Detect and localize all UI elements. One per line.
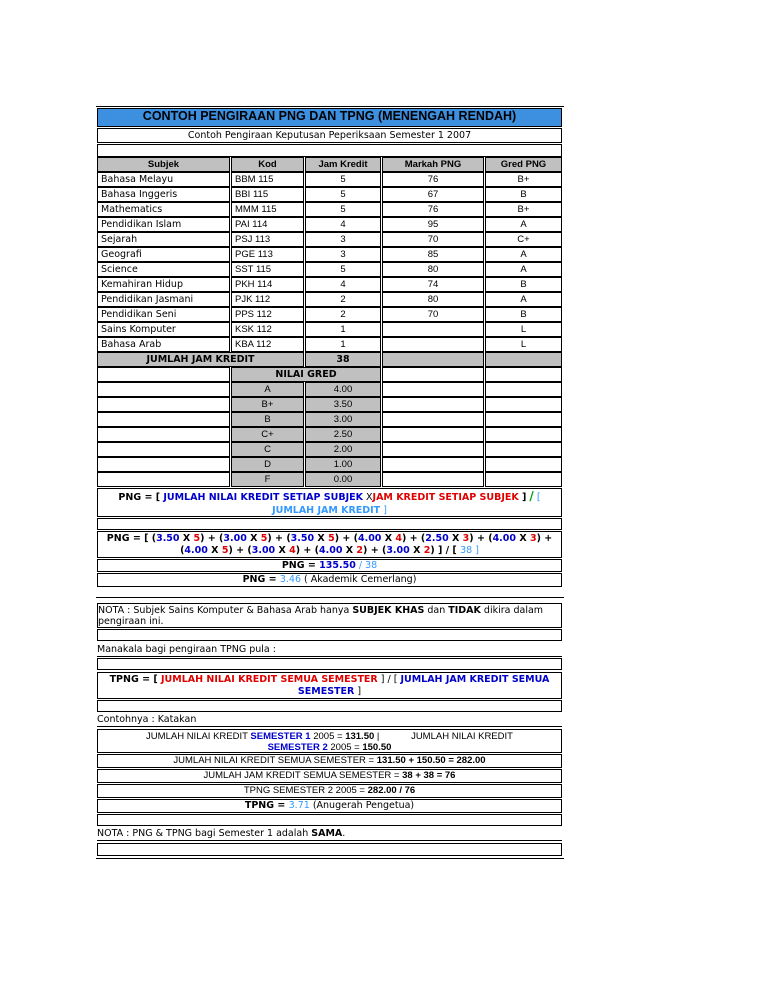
- table-cell-kod: PJK 112: [231, 292, 304, 307]
- table-cell-subjek: Mathematics: [97, 202, 230, 217]
- nilai-gred-value: 2.50: [305, 427, 381, 442]
- page-title: CONTOH PENGIRAAN PNG DAN TPNG (MENENGAH RENDAH): [97, 108, 562, 127]
- table-cell-markah: 70: [382, 307, 484, 322]
- png-calc-n: 5: [260, 533, 268, 544]
- png-calc-value: 4.00: [357, 533, 382, 544]
- nota2-prefix: NOTA : PNG & TPNG bagi Semester 1 adalah: [97, 828, 312, 839]
- png-calc-prefix: PNG = [ (: [106, 533, 157, 544]
- table-cell-markah: 80: [382, 262, 484, 277]
- nilai-empty: [485, 382, 562, 397]
- contoh-l4-b: 38 + 38 = 76: [402, 770, 456, 781]
- nilai-empty: [382, 367, 484, 382]
- png-calc-n: 5: [328, 533, 335, 544]
- table-cell-subjek: Science: [97, 262, 230, 277]
- nilai-empty: [382, 442, 484, 457]
- table-cell-gred: L: [485, 322, 562, 337]
- contoh-l2-v: 150.50: [362, 742, 392, 753]
- contoh-l4-a: JUMLAH JAM KREDIT SEMUA SEMESTER =: [203, 770, 403, 781]
- table-cell-subjek: Sains Komputer: [97, 322, 230, 337]
- table-cell-jam: 1: [305, 322, 381, 337]
- png-calc-op: ) + (: [267, 533, 291, 544]
- table-cell-markah: 85: [382, 247, 484, 262]
- table-cell-jam: 5: [305, 187, 381, 202]
- empty-row: [97, 700, 562, 712]
- png-calc-x: X: [275, 545, 290, 556]
- nilai-empty: [97, 472, 230, 487]
- nota1-mid: dan: [424, 605, 449, 616]
- nilai-empty: [485, 472, 562, 487]
- nilai-gred-value: 3.50: [305, 397, 381, 412]
- table-cell-kod: KSK 112: [231, 322, 304, 337]
- table-cell-gred: A: [485, 262, 562, 277]
- contoh-l3-b: 131.50 + 150.50 = 282.00: [376, 755, 486, 766]
- png-calc-op: ) + (: [402, 533, 426, 544]
- tpng-intro: Manakala bagi pengiraan TPNG pula :: [97, 644, 562, 657]
- rule: [96, 597, 564, 598]
- png-calc-value: 2.50: [425, 533, 449, 544]
- png-calc-x: X: [314, 533, 329, 544]
- empty-row: [97, 814, 562, 826]
- table-cell-markah: 67: [382, 187, 484, 202]
- png-formula-close: ]: [518, 492, 527, 503]
- table-cell-subjek: Sejarah: [97, 232, 230, 247]
- contoh-l5-b: 282.00 / 76: [367, 785, 416, 796]
- table-cell-kod: PKH 114: [231, 277, 304, 292]
- png-calc-n: 4: [395, 533, 402, 544]
- table-cell-kod: PAI 114: [231, 217, 304, 232]
- png-calc-x: X: [342, 545, 357, 556]
- contoh-l1-sem1: SEMESTER 1: [250, 731, 311, 742]
- nota2-suffix: .: [342, 828, 346, 839]
- png-calc-value: 3.00: [223, 533, 247, 544]
- table-header-cell: Jam Kredit: [305, 157, 381, 172]
- png-calc-op: ) + (: [469, 533, 493, 544]
- tpng-formula-end: ]: [354, 686, 362, 697]
- empty-row: [97, 629, 562, 641]
- table-cell-jam: 2: [305, 307, 381, 322]
- nilai-gred-letter: F: [231, 472, 304, 487]
- nilai-empty: [382, 457, 484, 472]
- total-label: JUMLAH JAM KREDIT: [97, 352, 304, 367]
- png-calc-value: 4.00: [492, 533, 517, 544]
- table-cell-kod: PPS 112: [231, 307, 304, 322]
- table-header-cell: Gred PNG: [485, 157, 562, 172]
- nilai-gred-letter: D: [231, 457, 304, 472]
- png-result-note: ( Akademik Cemerlang): [301, 574, 417, 585]
- png-calc-x: X: [246, 533, 261, 544]
- nota1-prefix: NOTA : Subjek Sains Komputer & Bahasa Arab hanya: [98, 605, 353, 616]
- table-header-cell: Subjek: [97, 157, 230, 172]
- nilai-gred-letter: C+: [231, 427, 304, 442]
- table-cell-gred: B+: [485, 202, 562, 217]
- png-calc-n: 5: [221, 545, 229, 556]
- nilai-empty: [485, 397, 562, 412]
- tpng-formula-mid: ] / [: [377, 674, 401, 685]
- table-cell-gred: B: [485, 277, 562, 292]
- tpng-formula: [97, 672, 562, 699]
- nilai-gred-letter: A: [231, 382, 304, 397]
- table-cell-gred: B: [485, 187, 562, 202]
- png-formula-end: ]: [380, 505, 387, 516]
- nilai-gred-letter: C: [231, 442, 304, 457]
- table-cell-jam: 4: [305, 277, 381, 292]
- png-calc-value: 3.00: [251, 545, 276, 556]
- png-total-value: 135.50: [319, 560, 356, 571]
- table-cell-kod: KBA 112: [231, 337, 304, 352]
- nilai-empty: [382, 472, 484, 487]
- nilai-empty: [97, 427, 230, 442]
- png-calc-x: X: [448, 533, 463, 544]
- png-calc-value: 3.50: [290, 533, 315, 544]
- contoh-l6-a: TPNG =: [244, 800, 289, 811]
- table-cell-subjek: Geografi: [97, 247, 230, 262]
- table-cell-subjek: Bahasa Melayu: [97, 172, 230, 187]
- table-cell-kod: MMM 115: [231, 202, 304, 217]
- png-calc-n: 4: [289, 545, 296, 556]
- contoh-line-5: [97, 784, 562, 798]
- png-formula-slash: /: [529, 489, 534, 503]
- png-calc-op: ) +: [536, 533, 553, 544]
- png-result-label: PNG =: [242, 574, 280, 585]
- nilai-empty: [97, 457, 230, 472]
- table-cell-markah: 74: [382, 277, 484, 292]
- png-calc-n: 5: [193, 533, 201, 544]
- table-header-cell: Markah PNG: [382, 157, 484, 172]
- contoh-line-6: [97, 799, 562, 813]
- table-cell-kod: BBM 115: [231, 172, 304, 187]
- nilai-empty: [97, 382, 230, 397]
- png-formula-label: PNG = [: [118, 492, 164, 503]
- nilai-gred-value: 1.00: [305, 457, 381, 472]
- contoh-l1-a: JUMLAH NILAI KREDIT: [146, 731, 251, 742]
- table-cell-markah: [382, 337, 484, 352]
- table-cell-gred: L: [485, 337, 562, 352]
- png-total-label: PNG =: [281, 560, 320, 571]
- nilai-empty: [382, 427, 484, 442]
- png-formula-jumlah-jam: JUMLAH JAM KREDIT: [272, 505, 381, 516]
- png-calc-op: ) + (: [334, 533, 358, 544]
- png-formula: [97, 488, 562, 517]
- contoh-l1-sep: |: [374, 731, 380, 742]
- png-calc-op: ) + (: [228, 545, 252, 556]
- png-calc-op: ) + (: [295, 545, 320, 556]
- png-result-value: 3.46: [279, 574, 302, 585]
- png-formula-nilai: JUMLAH NILAI KREDIT SETIAP SUBJEK: [163, 492, 363, 503]
- contoh-l2-sem2: SEMESTER 2: [267, 742, 328, 753]
- png-calc-n: 2: [423, 545, 431, 556]
- png-calc-tail: 38: [460, 545, 473, 556]
- nilai-empty: [485, 367, 562, 382]
- png-calculation: [97, 531, 562, 558]
- contoh-line-1: [97, 729, 562, 753]
- contoh-l3-a: JUMLAH NILAI KREDIT SEMUA SEMESTER =: [173, 755, 377, 766]
- table-cell-markah: 70: [382, 232, 484, 247]
- nilai-empty: [382, 412, 484, 427]
- table-cell-gred: A: [485, 292, 562, 307]
- tpng-formula-jam: JUMLAH JAM KREDIT SEMUA SEMESTER: [297, 674, 550, 697]
- empty-row: [97, 518, 562, 530]
- top-rule: [96, 106, 564, 107]
- png-calc-value: 4.00: [184, 545, 208, 556]
- png-calc-op: (: [180, 545, 185, 556]
- contoh-l1-c: JUMLAH NILAI KREDIT: [411, 731, 513, 742]
- table-cell-subjek: Bahasa Inggeris: [97, 187, 230, 202]
- nilai-gred-value: 3.00: [305, 412, 381, 427]
- table-cell-jam: 3: [305, 247, 381, 262]
- nota-2: [97, 828, 562, 841]
- table-cell-subjek: Pendidikan Jasmani: [97, 292, 230, 307]
- png-calc-x: X: [179, 533, 194, 544]
- table-cell-jam: 2: [305, 292, 381, 307]
- png-calc-value: 4.00: [319, 545, 343, 556]
- png-calc-x: X: [207, 545, 222, 556]
- nilai-gred-header: NILAI GRED: [231, 367, 381, 382]
- png-result: [97, 573, 562, 587]
- nilai-gred-value: 4.00: [305, 382, 381, 397]
- contoh-l6-note: (Anugerah Pengetua): [309, 800, 415, 811]
- nilai-empty: [97, 442, 230, 457]
- contoh-line-3: [97, 754, 562, 768]
- png-calc-op: ]: [472, 545, 479, 556]
- nilai-empty: [485, 412, 562, 427]
- png-total-sep: /: [355, 560, 366, 571]
- table-cell-markah: [382, 322, 484, 337]
- png-calc-op: ) ] / [: [430, 545, 461, 556]
- png-calc-n: 3: [529, 533, 537, 544]
- nota-1: [97, 603, 562, 628]
- table-cell-subjek: Bahasa Arab: [97, 337, 230, 352]
- subtitle: Contoh Pengiraan Keputusan Peperiksaan Semester 1 2007: [97, 128, 562, 143]
- png-total: [97, 559, 562, 572]
- nilai-gred-letter: B: [231, 412, 304, 427]
- contoh-l6-v: 3.71: [288, 800, 310, 811]
- contoh-l1-v1: 131.50: [345, 731, 375, 742]
- empty-row: [97, 658, 562, 670]
- total-empty: [485, 352, 562, 367]
- png-calc-x: X: [381, 533, 396, 544]
- nota1-khas: SUBJEK KHAS: [352, 605, 425, 616]
- table-cell-gred: A: [485, 247, 562, 262]
- png-calc-op: ) + (: [200, 533, 224, 544]
- tpng-formula-label: TPNG = [: [109, 674, 161, 685]
- nilai-empty: [485, 457, 562, 472]
- nilai-empty: [97, 367, 230, 382]
- bottom-rule: [96, 858, 564, 859]
- total-empty: [382, 352, 484, 367]
- table-cell-gred: B+: [485, 172, 562, 187]
- table-cell-subjek: Pendidikan Islam: [97, 217, 230, 232]
- table-cell-markah: 76: [382, 202, 484, 217]
- table-cell-markah: 95: [382, 217, 484, 232]
- table-cell-subjek: Kemahiran Hidup: [97, 277, 230, 292]
- png-calc-op: ) + (: [363, 545, 387, 556]
- contoh-line-4: [97, 769, 562, 783]
- nota1-tidak: TIDAK: [448, 605, 481, 616]
- table-cell-markah: 76: [382, 172, 484, 187]
- nota2-bold: SAMA: [311, 828, 343, 839]
- empty-row: [97, 843, 562, 856]
- nilai-empty: [97, 412, 230, 427]
- nilai-empty: [97, 397, 230, 412]
- table-cell-markah: 80: [382, 292, 484, 307]
- png-calc-value: 3.50: [156, 533, 180, 544]
- table-header-cell: Kod: [231, 157, 304, 172]
- png-calc-n: 2: [356, 545, 364, 556]
- png-formula-jam: JAM KREDIT SETIAP SUBJEK: [372, 492, 519, 503]
- nilai-empty: [382, 397, 484, 412]
- nilai-gred-letter: B+: [231, 397, 304, 412]
- total-value: 38: [305, 352, 381, 367]
- table-cell-jam: 5: [305, 202, 381, 217]
- empty-row: [97, 144, 562, 157]
- table-cell-jam: 1: [305, 337, 381, 352]
- png-total-divisor: 38: [365, 560, 378, 571]
- table-cell-jam: 5: [305, 262, 381, 277]
- png-calc-x: X: [409, 545, 424, 556]
- nilai-empty: [485, 442, 562, 457]
- contoh-l5-a: TPNG SEMESTER 2 2005 =: [243, 785, 368, 796]
- contoh-label: Contohnya : Katakan: [97, 714, 562, 727]
- table-cell-jam: 3: [305, 232, 381, 247]
- tpng-formula-nilai: JUMLAH NILAI KREDIT SEMUA SEMESTER: [161, 674, 378, 685]
- table-cell-kod: SST 115: [231, 262, 304, 277]
- nota1-suffix: dikira dalam pengiraan ini.: [98, 605, 544, 627]
- table-cell-gred: B: [485, 307, 562, 322]
- table-cell-kod: PGE 113: [231, 247, 304, 262]
- table-cell-kod: BBI 115: [231, 187, 304, 202]
- png-formula-open: [: [536, 492, 541, 503]
- nilai-gred-value: 0.00: [305, 472, 381, 487]
- table-cell-jam: 5: [305, 172, 381, 187]
- nilai-empty: [382, 382, 484, 397]
- nilai-gred-value: 2.00: [305, 442, 381, 457]
- png-calc-n: 3: [462, 533, 470, 544]
- png-formula-x: X: [366, 492, 373, 503]
- table-cell-subjek: Pendidikan Seni: [97, 307, 230, 322]
- table-cell-gred: C+: [485, 232, 562, 247]
- contoh-l1-b: 2005 =: [310, 731, 346, 742]
- png-calc-x: X: [516, 533, 530, 544]
- contoh-l2-b: 2005 =: [327, 742, 363, 753]
- nilai-empty: [485, 427, 562, 442]
- table-cell-gred: A: [485, 217, 562, 232]
- png-calc-value: 3.00: [386, 545, 410, 556]
- table-cell-kod: PSJ 113: [231, 232, 304, 247]
- table-cell-jam: 4: [305, 217, 381, 232]
